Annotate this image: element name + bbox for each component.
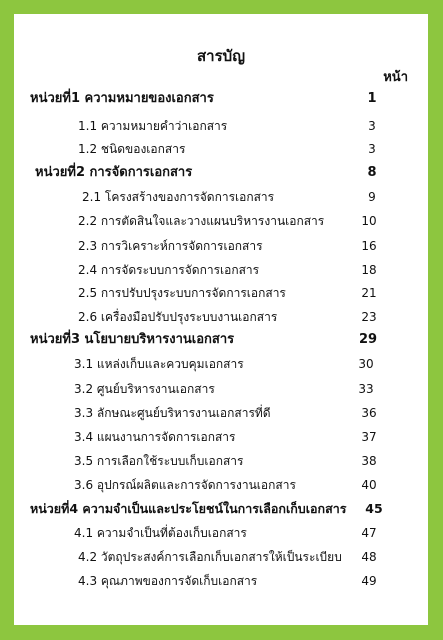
toc-entry-page: 40 — [361, 478, 377, 492]
toc-item-row — [14, 138, 428, 160]
toc-item-row — [14, 353, 428, 375]
toc-item-row — [14, 426, 428, 448]
document-page — [14, 14, 428, 625]
toc-entry-page: 36 — [361, 406, 377, 420]
toc-entry-label: 1.1 ความหมายคำว่าเอกสาร — [78, 119, 228, 133]
toc-item-row — [14, 186, 428, 208]
toc-entry-page: 45 — [365, 501, 383, 516]
toc-entry-page: 48 — [361, 550, 377, 564]
toc-entry-page: 38 — [361, 454, 377, 468]
toc-entry-label: 4.2 วัตถุประสงค์การเลือกเก็บเอกสารให้เป็นระเบียบ — [78, 550, 342, 564]
toc-item-row — [14, 210, 428, 232]
toc-title: สารบัญ — [197, 47, 245, 65]
toc-unit-row — [14, 329, 428, 351]
toc-entry-page: 29 — [358, 332, 378, 347]
toc-entry-label: 2.1 โครงสร้างของการจัดการเอกสาร — [82, 190, 275, 204]
toc-entry-page: 8 — [367, 165, 377, 180]
toc-entry-page: 10 — [361, 214, 377, 228]
toc-item-row — [14, 522, 428, 544]
toc-entry-page: 9 — [368, 190, 376, 204]
toc-item-row — [14, 306, 428, 328]
toc-entry-label: 3.1 แหล่งเก็บและควบคุมเอกสาร — [74, 357, 244, 371]
toc-entry-label: หน่วยที่2 การจัดการเอกสาร — [35, 165, 193, 180]
toc-entry-label: 2.5 การปรับปรุงระบบการจัดการเอกสาร — [78, 286, 286, 300]
toc-entry-label: หน่วยที่4 ความจำเป็นและประโยชน์ในการเลือกเก็บเอกสาร — [30, 501, 347, 516]
toc-item-row — [14, 115, 428, 137]
toc-entry-label: 2.2 การตัดสินใจและวางแผนบริหารงานเอกสาร — [78, 214, 325, 228]
toc-entry-label: 2.3 การวิเคราะห์การจัดการเอกสาร — [78, 239, 263, 253]
toc-item-row — [14, 235, 428, 257]
toc-entry-label: 2.6 เครื่องมือปรับปรุงระบบงานเอกสาร — [78, 310, 278, 324]
toc-item-row — [14, 402, 428, 424]
toc-entry-page: 21 — [361, 286, 377, 300]
toc-item-row — [14, 546, 428, 568]
toc-item-row — [14, 282, 428, 304]
toc-item-row — [14, 378, 428, 400]
toc-item-row — [14, 474, 428, 496]
toc-unit-row — [14, 88, 428, 110]
toc-entry-page: 49 — [361, 574, 377, 588]
toc-unit-row — [14, 498, 428, 520]
toc-entry-page: 47 — [361, 526, 377, 540]
page-column-header: หน้า — [383, 70, 408, 85]
toc-entry-label: 2.4 การจัดระบบการจัดการเอกสาร — [78, 263, 260, 277]
toc-entry-page: 3 — [368, 142, 376, 156]
toc-entry-page: 3 — [368, 119, 376, 133]
toc-entry-label: 3.5 การเลือกใช้ระบบเก็บเอกสาร — [74, 454, 244, 468]
toc-entry-page: 16 — [361, 239, 377, 253]
toc-item-row — [14, 570, 428, 592]
toc-entry-label: 3.3 ลักษณะศูนย์บริหารงานเอกสารที่ดี — [74, 406, 271, 420]
toc-entry-label: 4.1 ความจำเป็นที่ต้องเก็บเอกสาร — [74, 526, 247, 540]
toc-entry-page: 1 — [367, 91, 377, 106]
toc-entry-page: 33 — [358, 382, 374, 396]
toc-entry-label: 3.4 แผนงานการจัดการเอกสาร — [74, 430, 236, 444]
toc-entry-page: 18 — [361, 263, 377, 277]
toc-entry-page: 30 — [358, 357, 374, 371]
toc-item-row — [14, 259, 428, 281]
toc-entry-label: หน่วยที่1 ความหมายของเอกสาร — [30, 91, 214, 106]
toc-entry-label: 3.2 ศูนย์บริหารงานเอกสาร — [74, 382, 215, 396]
toc-unit-row — [14, 162, 428, 184]
toc-entry-label: 4.3 คุณภาพของการจัดเก็บเอกสาร — [78, 574, 258, 588]
toc-entry-page: 37 — [361, 430, 377, 444]
toc-item-row — [14, 450, 428, 472]
toc-entry-label: 3.6 อุปกรณ์ผลิตและการจัดการงานเอกสาร — [74, 478, 296, 492]
toc-entry-page: 23 — [361, 310, 377, 324]
toc-entry-label: หน่วยที่3 นโยบายบริหารงานเอกสาร — [30, 332, 235, 347]
toc-entry-label: 1.2 ชนิดของเอกสาร — [78, 142, 186, 156]
